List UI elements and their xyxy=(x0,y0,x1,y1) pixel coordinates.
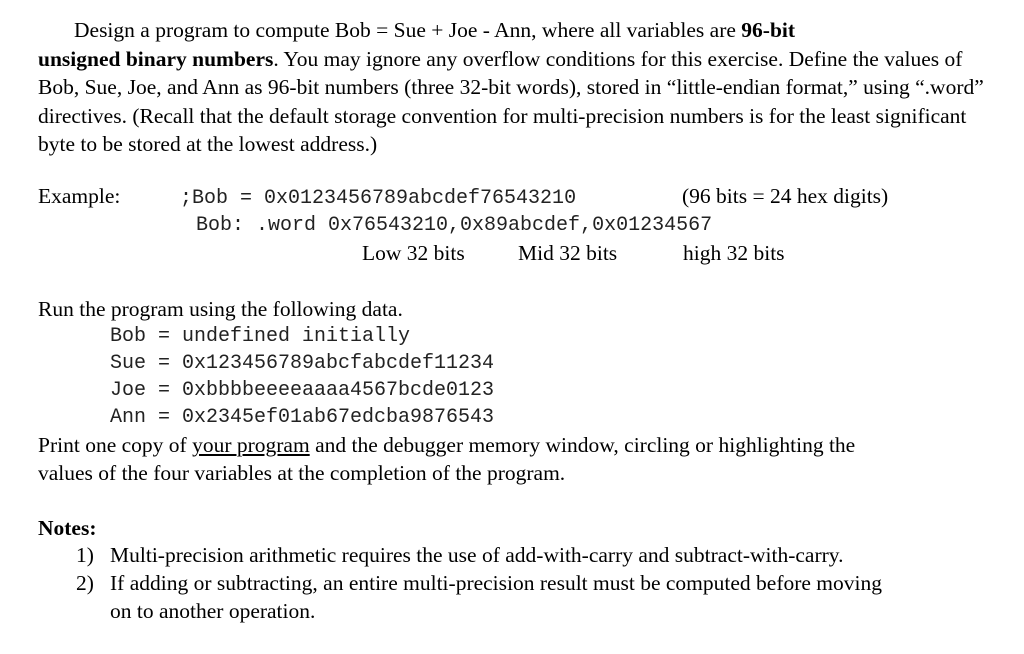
intro-paragraph xyxy=(38,16,988,159)
run-intro: Run the program using the following data. xyxy=(38,297,403,321)
intro-bold-2: unsigned binary numbers xyxy=(38,46,274,71)
example-word-code: Bob: .word 0x76543210,0x89abcdef,0x01234567 xyxy=(196,214,713,237)
note-2-text-line2: on to another operation. xyxy=(110,599,316,623)
data-line-joe: Joe = 0xbbbbeeeeaaaa4567bcde0123 xyxy=(110,379,495,402)
example-comment-code: ;Bob = 0x0123456789abcdef76543210 xyxy=(180,187,577,210)
example-label: Example: xyxy=(38,184,121,208)
notes-title: Notes: xyxy=(38,516,97,540)
note-1-number: 1) xyxy=(76,543,94,567)
data-line-bob: Bob = undefined initially xyxy=(110,325,411,348)
intro-text-1: Design a program to compute Bob = Sue + Joe - Ann, where all variables are xyxy=(74,18,742,42)
note-2-text-line1: If adding or subtracting, an entire multi-precision result must be computed before moving xyxy=(110,571,883,595)
note-2-number: 2) xyxy=(76,571,94,595)
example-low-label: Low 32 bits xyxy=(362,241,465,265)
print-instruction-line2: values of the four variables at the completion of the program. xyxy=(38,461,566,485)
print-text-1: Print one copy of xyxy=(38,433,193,457)
data-line-sue: Sue = 0x123456789abcfabcdef11234 xyxy=(110,352,495,375)
note-1-text: Multi-precision arithmetic requires the use of add-with-carry and subtract-with-carry. xyxy=(110,543,844,567)
your-program-link[interactable]: your program xyxy=(192,433,310,457)
data-line-ann: Ann = 0x2345ef01ab67edcba9876543 xyxy=(110,406,495,429)
intro-text-2: . You may ignore any overflow conditions for this exercise. Define the values of Bob, Sue, Joe, and Ann as 96-bit numbers (three 32-bit words), stored in “little-endian format,” using “.word” directives. (Recall that the default storage convention for multi-precision numbers is for the least significant byte to be stored at the lowest address.) xyxy=(38,46,984,157)
example-comment-note: (96 bits = 24 hex digits) xyxy=(682,184,889,208)
print-text-2: and the debugger memory window, circling or highlighting the xyxy=(309,433,856,457)
print-instruction-line1 xyxy=(38,433,855,458)
intro-bold-1: 96-bit xyxy=(741,18,796,42)
example-mid-label: Mid 32 bits xyxy=(518,241,618,265)
example-high-label: high 32 bits xyxy=(683,241,785,265)
